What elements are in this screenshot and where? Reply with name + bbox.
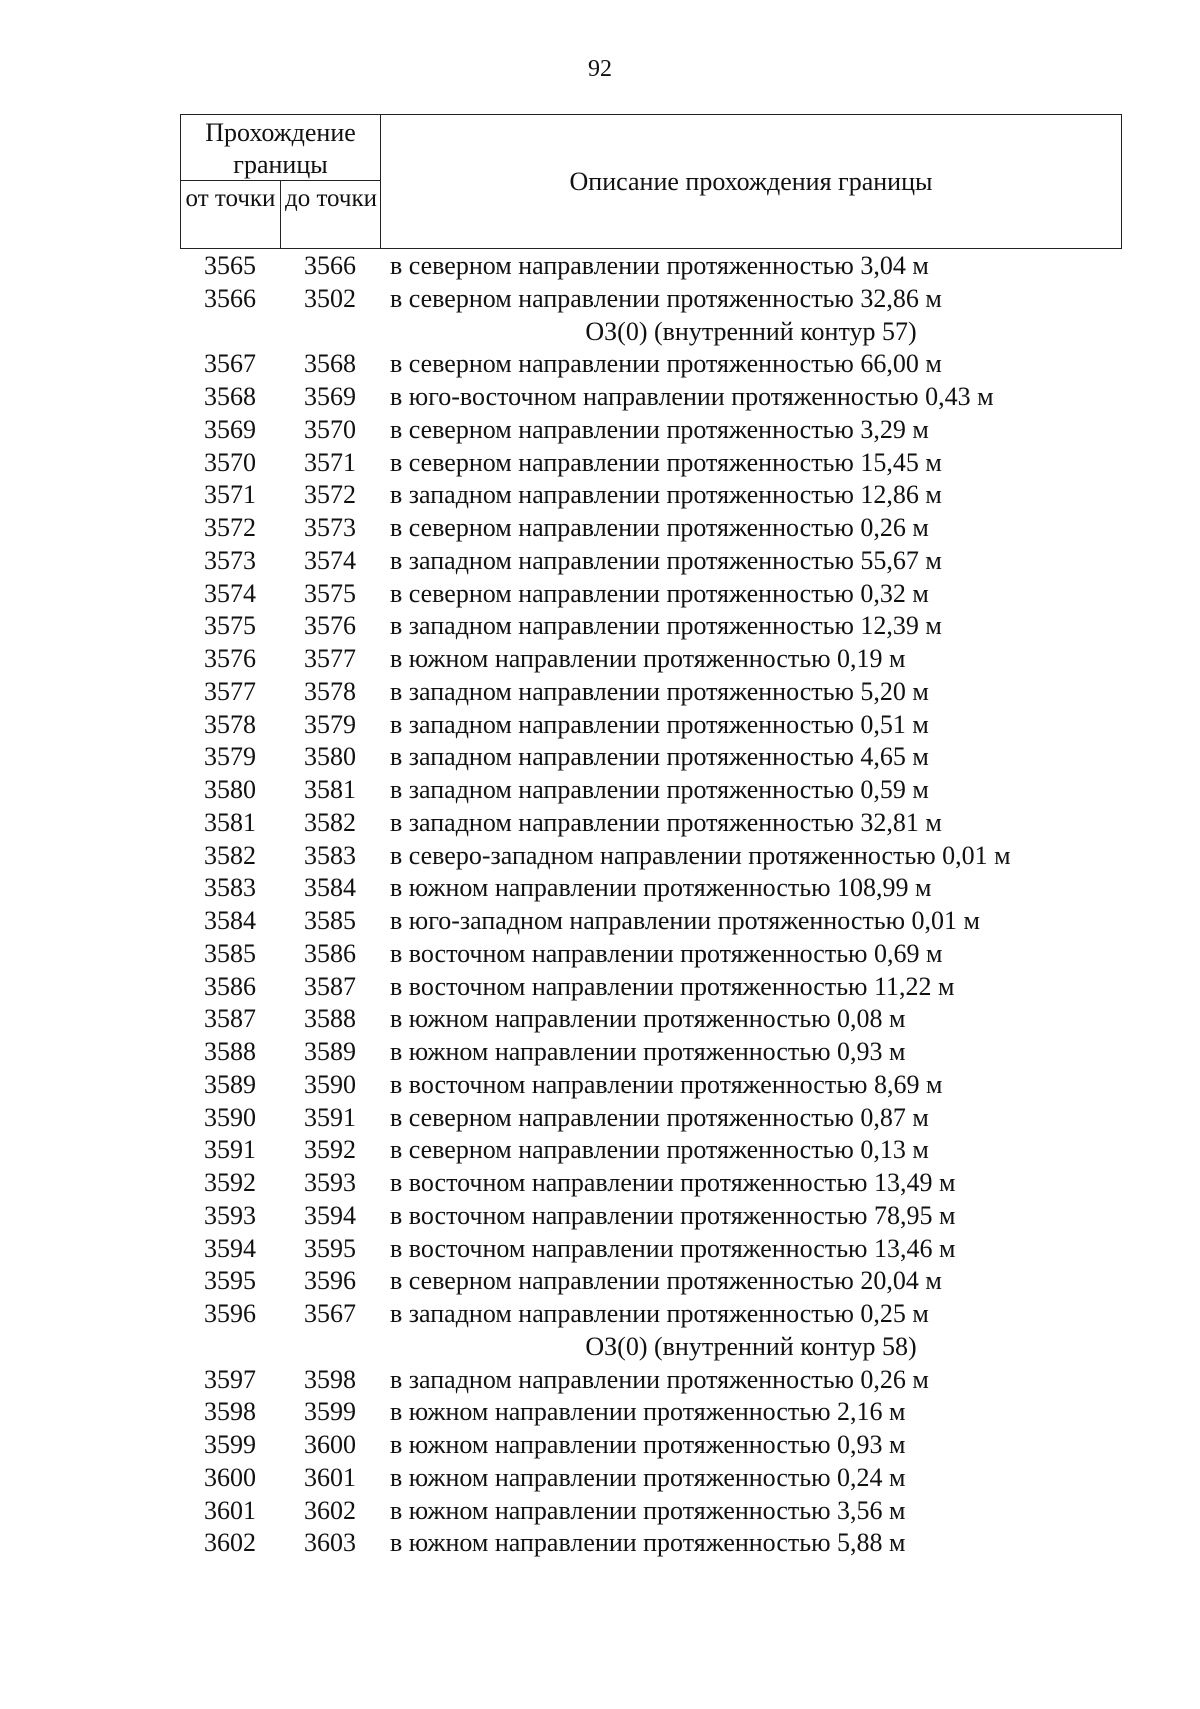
section-title: ОЗ(0) (внутренний контур 57) (585, 316, 917, 346)
cell-from-point: 3593 (204, 1200, 256, 1230)
cell-to-point: 3589 (304, 1037, 356, 1066)
header-from-point: от точки (181, 181, 281, 249)
cell-description: в южном направлении протяженностью 3,56 м (390, 1495, 906, 1525)
cell-from-point: 3596 (204, 1299, 256, 1328)
table-row (180, 1036, 1140, 1069)
table-row (180, 1495, 1140, 1528)
cell-to-point: 3583 (304, 840, 356, 870)
cell-description: в западном направлении протяженностью 12,39 м (390, 611, 942, 641)
cell-to-point: 3573 (304, 513, 356, 542)
cell-from-point: 3583 (204, 873, 256, 903)
cell-to-point: 3576 (304, 611, 356, 641)
cell-to-point: 3578 (304, 676, 356, 706)
cell-to-point: 3594 (304, 1200, 356, 1230)
table-row (180, 1003, 1140, 1036)
cell-to-point: 3596 (304, 1266, 356, 1296)
table-row (180, 709, 1140, 742)
cell-to-point: 3569 (304, 382, 356, 411)
cell-to-point: 3601 (304, 1462, 356, 1492)
table-row (180, 381, 1140, 414)
table-body (180, 250, 1140, 1560)
table-row (180, 283, 1140, 316)
cell-from-point: 3567 (204, 349, 256, 379)
cell-description: в западном направлении протяженностью 12,86 м (390, 480, 942, 510)
cell-from-point: 3600 (204, 1462, 256, 1492)
table-row (180, 447, 1140, 480)
table-row (180, 479, 1140, 512)
cell-to-point: 3582 (304, 807, 356, 837)
table-header (180, 114, 1122, 249)
cell-from-point: 3588 (204, 1037, 256, 1066)
cell-from-point: 3586 (204, 971, 256, 1001)
cell-from-point: 3565 (204, 251, 256, 280)
cell-to-point: 3586 (304, 938, 356, 968)
cell-description: в западном направлении протяженностью 0,25 м (390, 1299, 929, 1328)
table-row (180, 1069, 1140, 1102)
cell-description: в северном направлении протяженностью 66,00 м (390, 349, 942, 379)
cell-description: в южном направлении протяженностью 108,99 м (390, 873, 932, 903)
table-row (180, 971, 1140, 1004)
cell-description: в западном направлении протяженностью 0,26 м (390, 1364, 929, 1394)
cell-to-point: 3579 (304, 709, 356, 739)
table-row (180, 807, 1140, 840)
table-row (180, 774, 1140, 807)
table-row (180, 1102, 1140, 1135)
section-title: ОЗ(0) (внутренний контур 58) (585, 1331, 917, 1361)
cell-to-point: 3602 (304, 1495, 356, 1525)
cell-to-point: 3600 (304, 1430, 356, 1459)
cell-to-point: 3590 (304, 1069, 356, 1099)
table-row (180, 840, 1140, 873)
table-row (180, 414, 1140, 447)
cell-from-point: 3587 (204, 1004, 256, 1034)
table-row (180, 250, 1140, 283)
table-row (180, 545, 1140, 578)
cell-description: в северном направлении протяженностью 0,87 м (390, 1102, 929, 1132)
table-row (180, 610, 1140, 643)
cell-from-point: 3595 (204, 1266, 256, 1296)
table-row (180, 643, 1140, 676)
table-row (180, 938, 1140, 971)
cell-to-point: 3572 (304, 480, 356, 510)
cell-description: в восточном направлении протяженностью 0,69 м (390, 938, 943, 968)
table-row (180, 1265, 1140, 1298)
cell-from-point: 3590 (204, 1102, 256, 1132)
cell-from-point: 3585 (204, 938, 256, 968)
cell-description: в западном направлении протяженностью 32,81 м (390, 807, 942, 837)
cell-description: в южном направлении протяженностью 5,88 м (390, 1528, 906, 1558)
header-passage-group (181, 115, 381, 248)
cell-to-point: 3603 (304, 1528, 356, 1558)
table-row (180, 1364, 1140, 1397)
table-row (180, 512, 1140, 545)
cell-to-point: 3587 (304, 971, 356, 1001)
table-row (180, 872, 1140, 905)
cell-description: в северном направлении протяженностью 20,04 м (390, 1266, 942, 1296)
cell-from-point: 3602 (204, 1528, 256, 1558)
cell-description: в восточном направлении протяженностью 11,22 м (390, 971, 955, 1001)
table-row (180, 578, 1140, 611)
cell-from-point: 3598 (204, 1397, 256, 1427)
cell-to-point: 3599 (304, 1397, 356, 1427)
cell-from-point: 3566 (204, 283, 256, 313)
cell-description: в северном направлении протяженностью 0,26 м (390, 513, 929, 542)
cell-description: в северном направлении протяженностью 3,04 м (390, 251, 929, 280)
table-row (180, 1298, 1140, 1331)
cell-to-point: 3570 (304, 414, 356, 444)
cell-description: в северном направлении протяженностью 32,86 м (390, 283, 942, 313)
cell-from-point: 3575 (204, 611, 256, 641)
cell-description: в южном направлении протяженностью 2,16 м (390, 1397, 906, 1427)
cell-to-point: 3585 (304, 906, 356, 935)
page-number: 92 (588, 56, 612, 82)
cell-to-point: 3581 (304, 775, 356, 804)
cell-from-point: 3579 (204, 742, 256, 772)
cell-to-point: 3574 (304, 545, 356, 575)
table-row (180, 676, 1140, 709)
table-row (180, 1396, 1140, 1429)
cell-to-point: 3584 (304, 873, 356, 903)
cell-description: в северном направлении протяженностью 0,13 м (390, 1135, 929, 1165)
table-row (180, 741, 1140, 774)
cell-from-point: 3599 (204, 1430, 256, 1459)
cell-from-point: 3577 (204, 676, 256, 706)
cell-from-point: 3589 (204, 1069, 256, 1099)
cell-to-point: 3593 (304, 1168, 356, 1197)
cell-to-point: 3580 (304, 742, 356, 772)
table-row (180, 1134, 1140, 1167)
table-row (180, 1200, 1140, 1233)
cell-from-point: 3570 (204, 447, 256, 477)
cell-to-point: 3566 (304, 251, 356, 280)
cell-from-point: 3592 (204, 1168, 256, 1197)
cell-description: в южном направлении протяженностью 0,19 м (390, 644, 906, 673)
cell-description: в западном направлении протяженностью 0,59 м (390, 775, 929, 804)
cell-to-point: 3592 (304, 1135, 356, 1165)
cell-description: в южном направлении протяженностью 0,93 м (390, 1037, 906, 1066)
cell-description: в западном направлении протяженностью 4,65 м (390, 742, 929, 772)
table-row (180, 905, 1140, 938)
cell-from-point: 3569 (204, 414, 256, 444)
header-group-label: Прохождение границы (181, 115, 380, 181)
cell-description: в западном направлении протяженностью 5,20 м (390, 676, 929, 706)
cell-description: в восточном направлении протяженностью 13,49 м (390, 1168, 956, 1197)
cell-from-point: 3594 (204, 1233, 256, 1263)
cell-description: в восточном направлении протяженностью 13,46 м (390, 1233, 956, 1263)
cell-from-point: 3591 (204, 1135, 256, 1165)
cell-from-point: 3574 (204, 578, 256, 608)
table-row (180, 348, 1140, 381)
cell-from-point: 3568 (204, 382, 256, 411)
cell-description: в северном направлении протяженностью 15,45 м (390, 447, 942, 477)
table-row (180, 1233, 1140, 1266)
cell-from-point: 3572 (204, 513, 256, 542)
cell-from-point: 3576 (204, 644, 256, 673)
cell-description: в северном направлении протяженностью 3,29 м (390, 414, 929, 444)
cell-from-point: 3580 (204, 775, 256, 804)
table-row (180, 1527, 1140, 1560)
cell-to-point: 3577 (304, 644, 356, 673)
cell-description: в западном направлении протяженностью 55,67 м (390, 545, 942, 575)
cell-description: в северном направлении протяженностью 0,32 м (390, 578, 929, 608)
cell-description: в юго-западном направлении протяженностью 0,01 м (390, 906, 980, 935)
header-description: Описание прохождения границы (569, 166, 933, 196)
cell-description: в северо-западном направлении протяженностью 0,01 м (390, 840, 1011, 870)
cell-description: в западном направлении протяженностью 0,51 м (390, 709, 929, 739)
cell-description: в южном направлении протяженностью 0,08 м (390, 1004, 906, 1034)
cell-to-point: 3502 (304, 283, 356, 313)
cell-to-point: 3575 (304, 578, 356, 608)
cell-to-point: 3591 (304, 1102, 356, 1132)
cell-to-point: 3571 (304, 447, 356, 477)
section-heading (180, 1331, 1140, 1364)
cell-description: в южном направлении протяженностью 0,93 м (390, 1430, 906, 1459)
table-row (180, 1429, 1140, 1462)
cell-from-point: 3573 (204, 545, 256, 575)
table-row (180, 1167, 1140, 1200)
cell-to-point: 3568 (304, 349, 356, 379)
cell-description: в восточном направлении протяженностью 78,95 м (390, 1200, 956, 1230)
cell-to-point: 3567 (304, 1299, 356, 1328)
section-heading (180, 316, 1140, 349)
table-row (180, 1462, 1140, 1495)
cell-description: в юго-восточном направлении протяженностью 0,43 м (390, 382, 994, 411)
cell-from-point: 3571 (204, 480, 256, 510)
cell-from-point: 3581 (204, 807, 256, 837)
cell-description: в южном направлении протяженностью 0,24 м (390, 1462, 906, 1492)
cell-to-point: 3598 (304, 1364, 356, 1394)
header-to-point: до точки (284, 185, 378, 212)
cell-to-point: 3588 (304, 1004, 356, 1034)
cell-from-point: 3597 (204, 1364, 256, 1394)
cell-from-point: 3578 (204, 709, 256, 739)
cell-description: в восточном направлении протяженностью 8,69 м (390, 1069, 943, 1099)
cell-from-point: 3584 (204, 906, 256, 935)
cell-from-point: 3582 (204, 840, 256, 870)
cell-to-point: 3595 (304, 1233, 356, 1263)
cell-from-point: 3601 (204, 1495, 256, 1525)
